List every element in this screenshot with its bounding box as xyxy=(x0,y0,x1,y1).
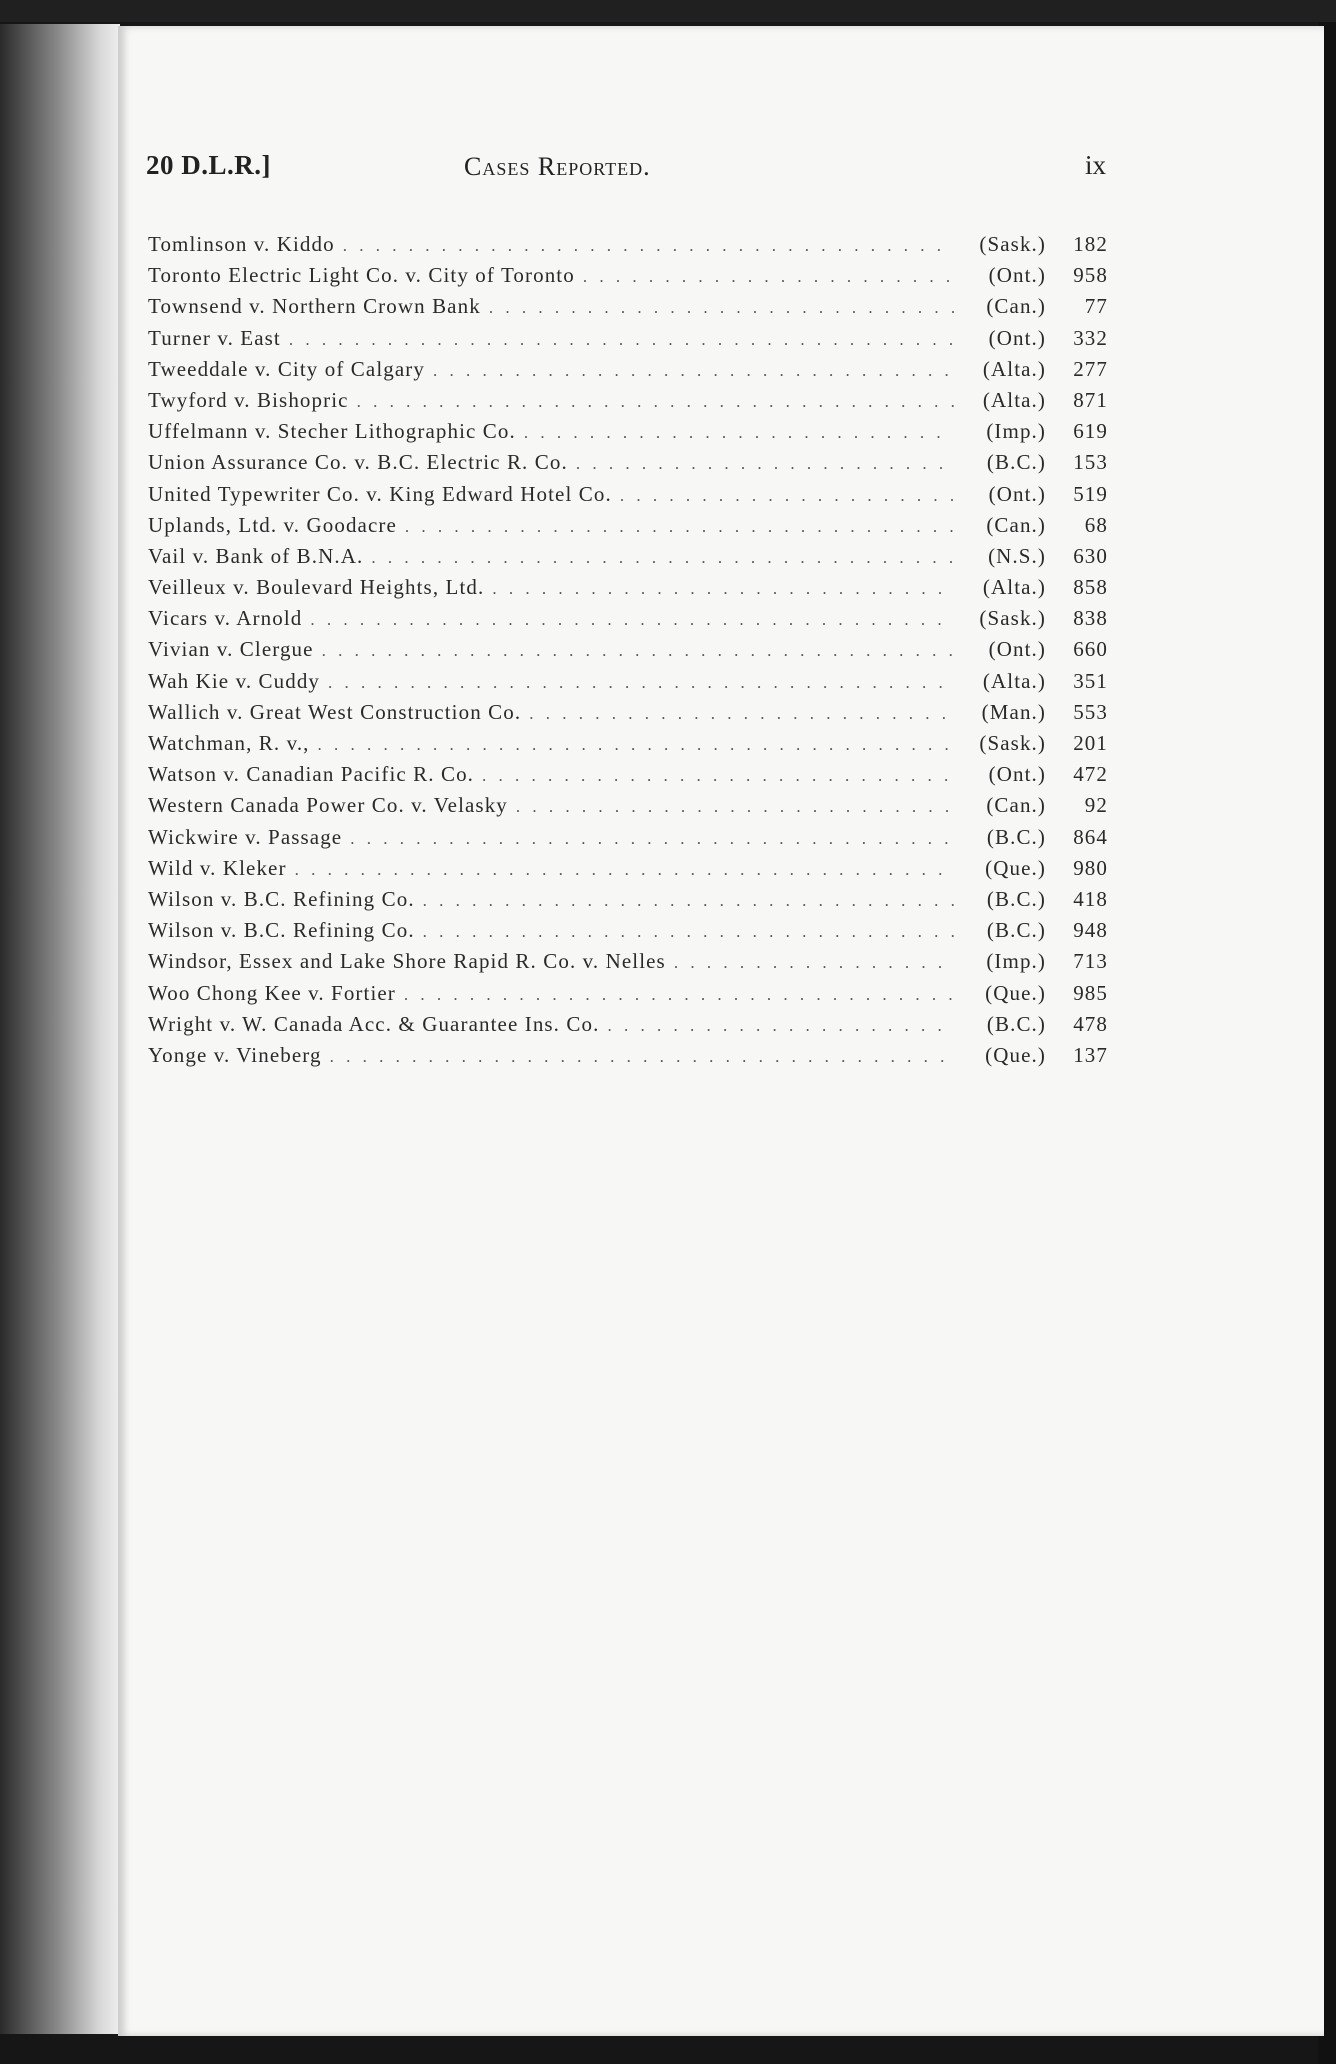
dot-leader xyxy=(289,330,954,350)
case-court: (Imp.) xyxy=(986,949,1046,974)
case-name: United Typewriter Co. v. King Edward Hotel Co. xyxy=(148,481,612,506)
dot-leader xyxy=(576,454,954,474)
case-court: (Alta.) xyxy=(982,668,1046,693)
dot-leader xyxy=(524,423,954,443)
case-page: 660 xyxy=(1073,637,1108,662)
dot-leader xyxy=(295,860,954,880)
dot-leader xyxy=(620,486,954,506)
case-entry xyxy=(148,793,1108,824)
case-entry xyxy=(148,450,1108,481)
case-court: (Que.) xyxy=(985,980,1046,1005)
case-court: (Que.) xyxy=(985,855,1046,880)
case-page: 472 xyxy=(1073,762,1108,787)
case-entry xyxy=(148,700,1108,731)
case-entry xyxy=(148,949,1108,980)
dot-leader xyxy=(330,1047,954,1067)
dot-leader xyxy=(607,1016,954,1036)
case-entry xyxy=(148,388,1108,419)
case-entry xyxy=(148,669,1108,700)
case-name: Wright v. W. Canada Acc. & Guarantee Ins. Co. xyxy=(148,1011,600,1036)
case-name: Toronto Electric Light Co. v. City of Toronto xyxy=(148,263,575,288)
case-court: (Alta.) xyxy=(982,356,1046,381)
case-page: 351 xyxy=(1073,668,1108,693)
case-page: 871 xyxy=(1073,387,1108,412)
case-court: (Sask.) xyxy=(979,232,1046,256)
dot-leader xyxy=(350,829,954,849)
case-court: (Can.) xyxy=(986,512,1046,537)
case-name: Windsor, Essex and Lake Shore Rapid R. Co. v. Nelles xyxy=(148,949,666,974)
case-court: (Ont.) xyxy=(988,637,1046,662)
case-court: (Ont.) xyxy=(988,762,1046,787)
case-page: 985 xyxy=(1073,980,1108,1005)
case-page: 201 xyxy=(1073,731,1108,755)
case-name: Woo Chong Kee v. Fortier xyxy=(148,980,396,1005)
section-title: Cases Reported. xyxy=(464,152,651,181)
case-page: 137 xyxy=(1073,1042,1108,1067)
case-court: (Alta.) xyxy=(982,387,1046,412)
case-name: Wickwire v. Passage xyxy=(148,824,343,849)
case-page: 838 xyxy=(1073,606,1108,631)
case-page: 553 xyxy=(1073,699,1108,724)
dot-leader xyxy=(405,517,954,537)
dot-leader xyxy=(489,298,954,318)
page-number: ix xyxy=(1084,150,1106,180)
case-court: (Ont.) xyxy=(988,481,1046,506)
case-name: Twyford v. Bishopric xyxy=(148,387,349,412)
case-court: (B.C.) xyxy=(986,824,1046,849)
case-entry xyxy=(148,513,1108,544)
case-entry xyxy=(148,232,1108,263)
volume-label: 20 D.L.R.] xyxy=(146,150,271,180)
case-entry xyxy=(148,575,1108,606)
case-page: 68 xyxy=(1084,512,1108,537)
case-court: (B.C.) xyxy=(986,886,1046,911)
case-page: 153 xyxy=(1073,450,1108,475)
case-page: 980 xyxy=(1073,855,1108,880)
case-entry xyxy=(148,606,1108,637)
case-court: (Imp.) xyxy=(986,419,1046,444)
case-court: (B.C.) xyxy=(986,918,1046,943)
dot-leader xyxy=(423,891,954,911)
case-entry xyxy=(148,326,1108,357)
case-name: Wallich v. Great West Construction Co. xyxy=(148,699,522,724)
case-name: Uplands, Ltd. v. Goodacre xyxy=(148,512,397,537)
case-court: (Man.) xyxy=(981,699,1046,724)
case-entry xyxy=(148,482,1108,513)
case-page: 277 xyxy=(1073,356,1108,381)
case-page: 948 xyxy=(1073,918,1108,943)
case-court: (N.S.) xyxy=(988,543,1046,568)
case-page: 478 xyxy=(1073,1011,1108,1036)
case-name: Vivian v. Clergue xyxy=(148,637,314,662)
case-entry xyxy=(148,981,1108,1012)
case-court: (Ont.) xyxy=(988,263,1046,288)
case-name: Tomlinson v. Kiddo xyxy=(148,232,335,256)
case-name: Townsend v. Northern Crown Bank xyxy=(148,294,481,319)
case-name: Vail v. Bank of B.N.A. xyxy=(148,543,364,568)
dot-leader xyxy=(310,610,954,630)
dot-leader xyxy=(583,267,954,287)
dot-leader xyxy=(318,735,954,755)
case-entry xyxy=(148,856,1108,887)
case-page: 519 xyxy=(1073,481,1108,506)
case-entry xyxy=(148,637,1108,668)
case-name: Vicars v. Arnold xyxy=(148,606,303,631)
dot-leader xyxy=(482,766,954,786)
dot-leader xyxy=(433,361,954,381)
case-name: Wilson v. B.C. Refining Co. xyxy=(148,886,415,911)
case-name: Uffelmann v. Stecher Lithographic Co. xyxy=(148,419,516,444)
case-page: 630 xyxy=(1073,543,1108,568)
case-name: Union Assurance Co. v. B.C. Electric R. Co. xyxy=(148,450,568,475)
case-entry xyxy=(148,762,1108,793)
dot-leader xyxy=(357,392,954,412)
case-entry xyxy=(148,731,1108,762)
case-court: (B.C.) xyxy=(986,1011,1046,1036)
case-entry xyxy=(148,1043,1108,1074)
case-entry xyxy=(148,263,1108,294)
case-name: Western Canada Power Co. v. Velasky xyxy=(148,793,508,818)
case-entry xyxy=(148,357,1108,388)
case-court: (Can.) xyxy=(986,793,1046,818)
dot-leader xyxy=(322,641,954,661)
dot-leader xyxy=(328,673,954,693)
case-name: Watson v. Canadian Pacific R. Co. xyxy=(148,762,475,787)
case-name: Veilleux v. Boulevard Heights, Ltd. xyxy=(148,575,485,600)
case-page: 92 xyxy=(1084,793,1108,818)
cases-reported-list xyxy=(148,232,1108,1074)
dot-leader xyxy=(423,922,954,942)
case-entry xyxy=(148,544,1108,575)
case-entry xyxy=(148,294,1108,325)
case-court: (Alta.) xyxy=(982,575,1046,600)
dot-leader xyxy=(343,236,954,256)
case-name: Wild v. Kleker xyxy=(148,855,287,880)
case-page: 858 xyxy=(1073,575,1108,600)
running-head xyxy=(146,150,1106,190)
case-court: (Sask.) xyxy=(979,731,1046,755)
case-court: (Ont.) xyxy=(988,325,1046,350)
case-page: 182 xyxy=(1073,232,1108,256)
dot-leader xyxy=(371,548,954,568)
case-page: 864 xyxy=(1073,824,1108,849)
case-page: 713 xyxy=(1073,949,1108,974)
case-court: (Que.) xyxy=(985,1042,1046,1067)
case-name: Wah Kie v. Cuddy xyxy=(148,668,321,693)
case-name: Watchman, R. v., xyxy=(148,731,310,755)
scanner-top-band xyxy=(0,0,1336,22)
case-page: 619 xyxy=(1073,419,1108,444)
facing-page-edge xyxy=(0,24,120,2034)
case-name: Yonge v. Vineberg xyxy=(148,1042,322,1067)
case-entry xyxy=(148,419,1108,450)
case-court: (Sask.) xyxy=(979,606,1046,631)
case-court: (B.C.) xyxy=(986,450,1046,475)
case-page: 418 xyxy=(1073,886,1108,911)
case-page: 958 xyxy=(1073,263,1108,288)
case-court: (Can.) xyxy=(986,294,1046,319)
case-page: 332 xyxy=(1073,325,1108,350)
case-entry xyxy=(148,1012,1108,1043)
dot-leader xyxy=(404,985,954,1005)
dot-leader xyxy=(516,797,954,817)
case-entry xyxy=(148,825,1108,856)
case-name: Turner v. East xyxy=(148,325,281,350)
case-name: Wilson v. B.C. Refining Co. xyxy=(148,918,415,943)
dot-leader xyxy=(492,579,954,599)
case-page: 77 xyxy=(1084,294,1108,319)
dot-leader xyxy=(674,953,954,973)
case-entry xyxy=(148,918,1108,949)
case-name: Tweeddale v. City of Calgary xyxy=(148,356,425,381)
dot-leader xyxy=(529,704,954,724)
case-entry xyxy=(148,887,1108,918)
